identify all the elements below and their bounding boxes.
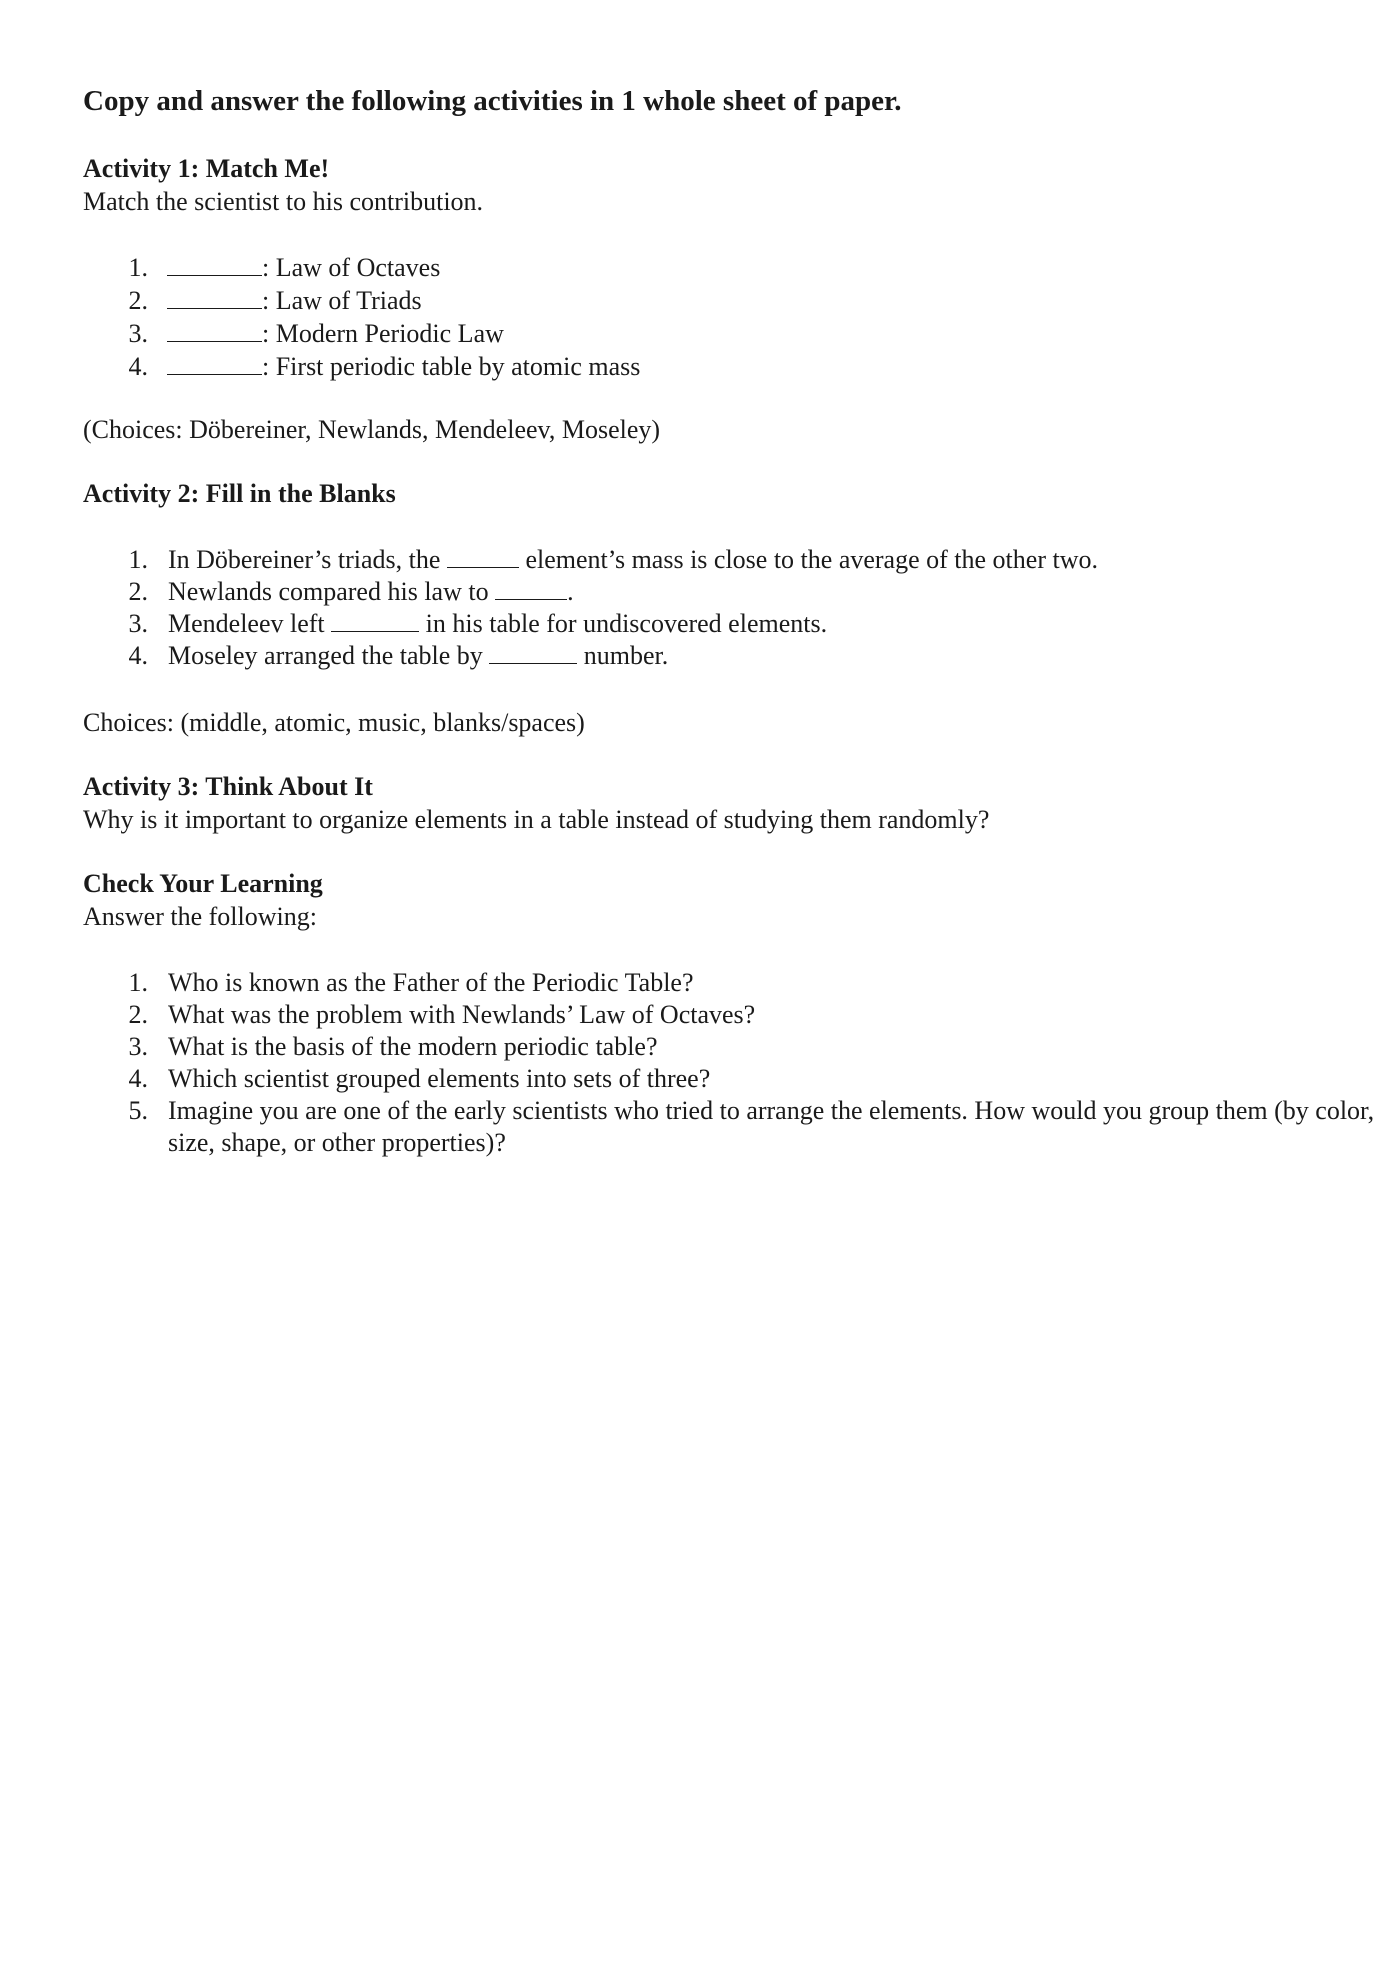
activity1-heading: Activity 1: Match Me!: [83, 154, 330, 183]
activity2-heading: Activity 2: Fill in the Blanks: [83, 479, 396, 508]
fill-text-before: In Döbereiner’s triads, the: [168, 545, 441, 574]
item-number: 2.: [128, 1000, 148, 1029]
activity2-choices: Choices: (middle, atomic, music, blanks/spaces): [83, 708, 585, 737]
answer-blank: [331, 609, 419, 632]
answer-blank: [167, 319, 262, 342]
fill-line: [168, 640, 668, 672]
check-instruction: Answer the following:: [83, 902, 317, 931]
activity3-question: Why is it important to organize elements in a table instead of studying them randomly?: [83, 805, 990, 834]
item-number: 3.: [128, 609, 148, 638]
fill-text-after: number.: [583, 641, 669, 670]
fill-text-after: element’s mass is close to the average of the other two.: [525, 545, 1098, 574]
answer-blank: [489, 641, 577, 664]
match-line: [167, 318, 504, 350]
question-text: What was the problem with Newlands’ Law of Octaves?: [168, 1000, 756, 1029]
match-item-text: : First periodic table by atomic mass: [262, 352, 641, 381]
question-text: Imagine you are one of the early scientists who tried to arrange the elements. How would you group them (by color, size, shape, or other properties)?: [168, 1096, 1375, 1157]
match-item-text: : Law of Octaves: [262, 253, 441, 282]
question-text: Which scientist grouped elements into sets of three?: [168, 1064, 711, 1093]
item-number: 1.: [128, 968, 148, 997]
match-line: [167, 252, 440, 284]
activity1-instruction: Match the scientist to his contribution.: [83, 187, 484, 216]
item-number: 5.: [128, 1096, 148, 1125]
check-heading: Check Your Learning: [83, 869, 323, 898]
item-number: 4.: [128, 1064, 148, 1093]
item-number: 3.: [128, 1032, 148, 1061]
fill-text-before: Mendeleev left: [168, 609, 325, 638]
fill-text-before: Moseley arranged the table by: [168, 641, 483, 670]
item-number: 4.: [128, 641, 148, 670]
question-text: Who is known as the Father of the Periodic Table?: [168, 968, 694, 997]
fill-line: [168, 608, 827, 640]
item-number: 4.: [128, 352, 148, 381]
item-number: 1.: [128, 253, 148, 282]
item-number: 3.: [128, 319, 148, 348]
answer-blank: [447, 545, 519, 568]
answer-blank: [167, 253, 262, 276]
fill-line: [168, 544, 1098, 576]
activity3-heading: Activity 3: Think About It: [83, 772, 373, 801]
answer-blank: [167, 286, 262, 309]
item-number: 2.: [128, 286, 148, 315]
activity1-choices: (Choices: Döbereiner, Newlands, Mendeleev, Moseley): [83, 415, 661, 444]
match-line: [167, 351, 640, 383]
match-item-text: : Law of Triads: [262, 286, 422, 315]
answer-blank: [495, 577, 567, 600]
item-number: 1.: [128, 545, 148, 574]
fill-text-before: Newlands compared his law to: [168, 577, 489, 606]
fill-text-after: .: [567, 577, 574, 606]
match-line: [167, 285, 422, 317]
fill-line: [168, 576, 574, 608]
question-text: What is the basis of the modern periodic table?: [168, 1032, 658, 1061]
fill-text-after: in his table for undiscovered elements.: [425, 609, 828, 638]
answer-blank: [167, 352, 262, 375]
item-number: 2.: [128, 577, 148, 606]
worksheet-instructions: Copy and answer the following activities in 1 whole sheet of paper.: [83, 85, 902, 117]
match-item-text: : Modern Periodic Law: [262, 319, 504, 348]
